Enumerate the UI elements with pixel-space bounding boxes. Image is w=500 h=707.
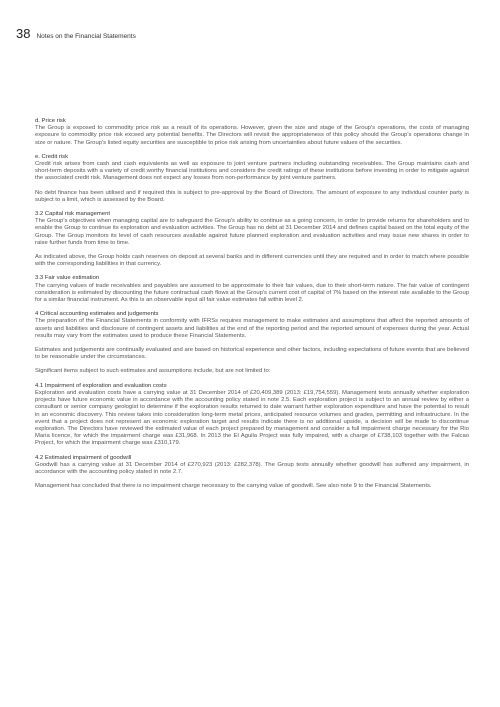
paragraph: Management has concluded that there is no impairment charge necessary to the carrying value of goodwill. See also note 9 to the Financial Statements. [35, 483, 432, 490]
section-heading: 3.3 Fair value estimation [35, 275, 100, 282]
paragraph: Credit risk arises from cash and cash equivalents as well as exposure to joint venture partners including outstanding receivables. The Group maintains cash and short-term deposits with a variety of credit worthy financial institutions and considers the credit ratings of these institutions before investing in order to mitigate against the associated credit risk. Management does not expect any losses from non-performance by joint venture partners. [35, 161, 469, 182]
section-critical-accounting-estimates [35, 311, 469, 375]
paragraph: Significant items subject to such estimates and assumptions include, but are not limited to: [35, 368, 271, 375]
section-impairment-exploration [35, 383, 469, 448]
section-heading: d. Price risk [35, 118, 66, 124]
section-heading: 4.2 Estimated impairment of goodwill [35, 454, 132, 461]
paragraph: As indicated above, the Group holds cash reserves on deposit at several banks and in different currencies until they are required and in order to match where possible with the corresponding liabilities in that currency. [35, 254, 469, 268]
paragraph: The preparation of the Financial Statements in conformity with IFRSs requires management to make estimates and assumptions that affect the reported amounts of assets and liabilities and disclosure of contingent assets and liabilities at the end of the reporting period and the reported amount of expenses during the year. Actual results may vary from the estimates used to produce these Financial Statements. [35, 318, 469, 339]
section-capital-risk-management [35, 211, 469, 268]
document-body [35, 118, 469, 497]
section-impairment-goodwill [35, 455, 469, 491]
section-heading: 3.2 Capital risk management [35, 211, 110, 218]
paragraph: The carrying values of trade receivables and payables are assumed to be approximate to their fair values, due to their short-term nature. The fair value of contingent consideration is estimated by discounting the future contractual cash flows at the Group's current cost of capital of 7% based on the interest rate available to the Group for a similar financial instrument. As this is an observable input all fair value estimates fall within level 2. [35, 282, 470, 304]
section-heading: e. Credit risk [35, 153, 69, 160]
paragraph: Exploration and evaluation costs have a carrying value at 31 December 2014 of £20,409,389 (2013: £19,754,559). Management tests annually whether exploration projects have future economic value in accordance with the accounting policy stated in note 2.5. Each exploration project is subject to an annual review by either a consultant or senior company geologist to determine if the exploration results returned to date warrant further exploration expenditure and have the potential to result in an economic discovery. This review takes into consideration long-term metal prices, anticipated resource volumes and grades, permitting and infrastructure. In the event that a project does not represent an economic exploration target and results indicate there is no additional upside, a decision will be made to discontinue exploration. The Directors have reviewed the estimated value of each project prepared by management and consider a full impairment charge necessary for the Rio Maria licence, for which the impairment charge was £31,968. In 2013 the El Aguila Project was fully impaired, with a charge of £738,103 together with the Falcao Project, for which the impairment charge was £310,179. [35, 389, 469, 447]
page-header-title: Notes on the Financial Statements [36, 33, 136, 40]
section-fair-value-estimation [35, 275, 469, 304]
paragraph: The Group's objectives when managing capital are to safeguard the Group's ability to continue as a going concern, in order to provide returns for shareholders and to enable the Group to continue its exploration and evaluation activities. The Group has no debt at 31 December 2014 and defines capital based on the total equity of the Group. The Group monitors its level of cash resources available against future planned exploration and evaluation activities and may issue new shares in order to raise further funds from time to time. [35, 218, 469, 246]
paragraph: Estimates and judgements are continually evaluated and are based on historical experience and other factors, including expectations of future events that are believed to be reasonable under the circumstances. [35, 347, 469, 361]
page-number: 38 [16, 26, 31, 41]
paragraph: The Group is exposed to commodity price risk as a result of its operations. However, given the size and stage of the Group's operations, the costs of managing exposure to commodity price risk exceed any potential benefits. The Directors will revisit the appropriateness of this policy should the Group's operations change in size or nature. The Group's listed equity securities are susceptible to price risk arising from uncertainties about future values of the securities. [35, 125, 469, 146]
section-credit-risk [35, 154, 469, 204]
paragraph: Goodwill has a carrying value at 31 December 2014 of £270,923 (2013: £282,378). The Group tests annually whether goodwill has suffered any impairment, in accordance with the accounting policy stated in note 2.7. [35, 461, 469, 475]
section-heading: 4 Critical accounting estimates and judgements [35, 311, 159, 318]
paragraph: No debt finance has been utilised and if required this is subject to pre-approval by the Board of Directors. The amount of exposure to any individual counter party is subject to a limit, which is assessed by the Board. [35, 189, 469, 203]
section-heading: 4.1 Impairment of exploration and evaluation costs [35, 382, 167, 389]
page-header [16, 26, 136, 41]
section-price-risk [35, 118, 469, 147]
